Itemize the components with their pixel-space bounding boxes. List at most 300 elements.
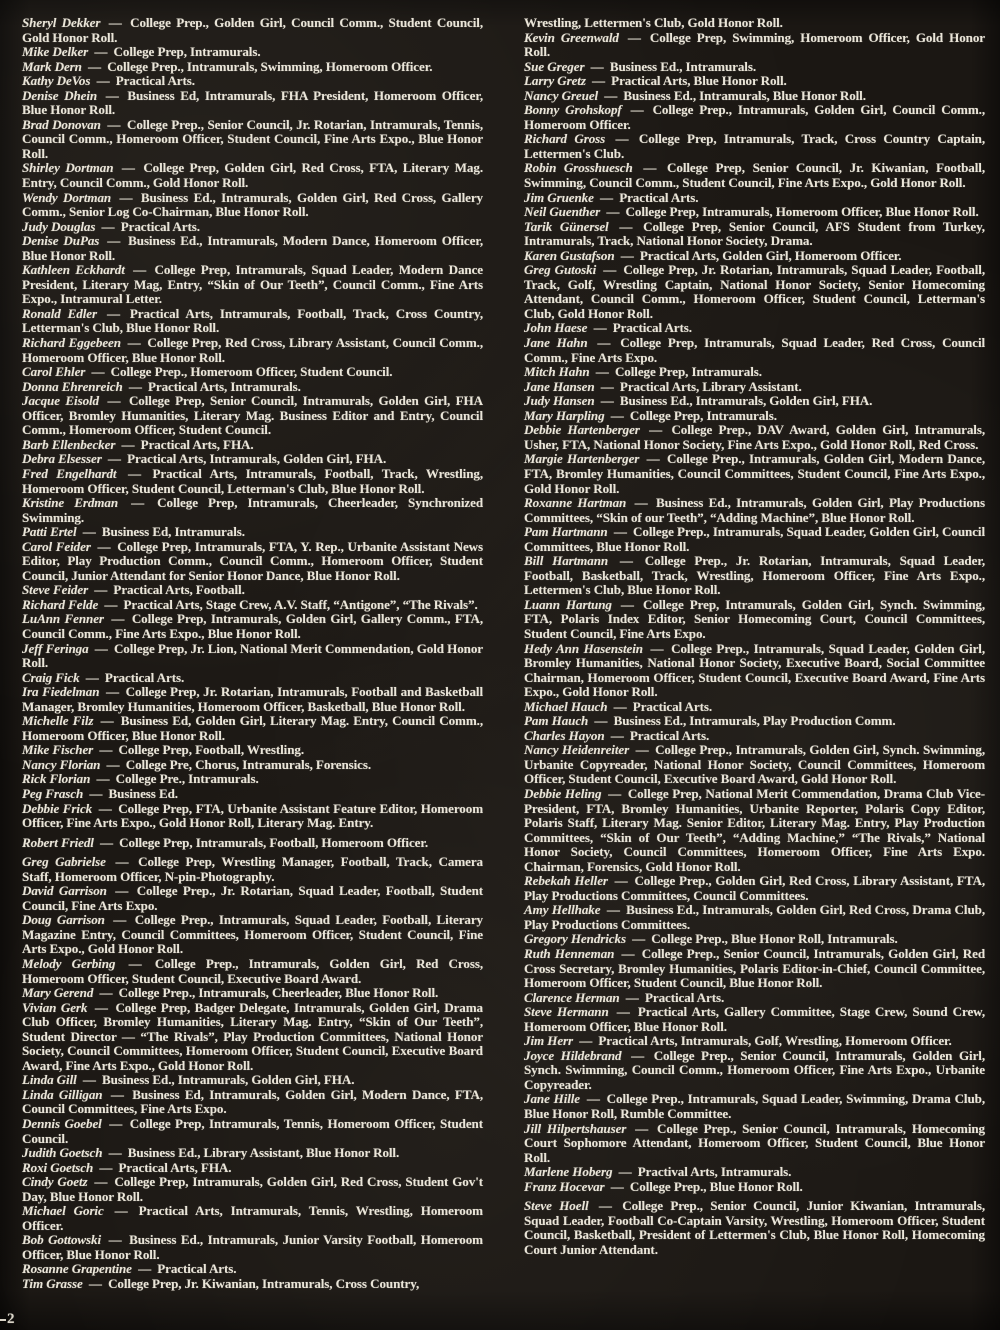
dash-separator: — [599,262,621,278]
roster-entry [524,496,985,525]
dash-separator: — [611,553,642,569]
student-activities: Practical Arts, Gallery Committee, Stage Crew, Sound Crew, Homeroom Officer, Blue Honor Roll. [524,1004,985,1034]
student-name: Greg Gabrielse [22,854,106,870]
student-activities: College Prep., Senior Council, Junior Kiwanian, Intramurals, Squad Leader, Football Co-Captain Varsity, Wrestling, Homeroom Officer, Student Council, Basketball, President of Lettermen's Club, Blue Honor Roll, Homecoming Court Junior Attendant. [524,1198,985,1257]
dash-separator: — [134,1261,155,1277]
dash-separator: — [90,999,113,1015]
dash-separator: — [96,713,118,729]
student-activities: Practival Arts, Intramurals. [637,1164,792,1180]
student-name: Franz Hocevar [524,1178,605,1194]
student-name: Rebekah Heller [524,873,608,889]
student-name: Peg Frasch [22,785,84,801]
student-name: Linda Gill [22,1072,77,1088]
roster-entry [524,874,985,903]
student-name: Kathleen Eckhardt [22,262,125,278]
student-name: Tarik Günersel [524,218,609,234]
roster-entry [22,802,483,831]
student-activities: Practical Arts. [157,1261,237,1277]
student-activities: Business Ed, Intramurals. [101,524,245,540]
page-number: 2 [0,1311,15,1328]
dash-separator: — [621,29,647,45]
roster-entry [22,1001,483,1074]
student-activities: College Prep, Senior Council, Intramurals, Golden Girl, FHA Officer, Bromley Humanities, Literary Mag. Business Editor and Entry, Council Comm., Homeroom Officer, Student Council. [22,393,483,438]
student-name: Barb Ellenbecker [22,436,116,452]
student-activities: Business Ed. [108,785,178,801]
student-name: Steve Feider [22,582,89,598]
student-name: Rick Florian [22,771,91,787]
roster-entry [22,161,483,190]
roster-entry [524,321,985,336]
roster-entry [524,103,985,132]
dash-separator: — [629,495,653,511]
dash-separator: — [632,742,653,758]
student-activities: College Prep, Football, Wrestling. [118,742,305,758]
entry-continuation: Wrestling, Lettermen's Club, Gold Honor Roll. [524,15,783,30]
dash-separator: — [603,204,623,220]
roster-entry [524,365,985,380]
dash-separator: — [610,698,630,714]
student-name: Linda Gilligan [22,1086,103,1102]
student-activities: College Prep, Intramurals, Squad Leader, Modern Dance President, Literary Mag, Entry, “Skin of Our Teeth”, Council Comm., Fine Arts Expo., Intramural Letter. [22,262,483,307]
roster-entry [22,263,483,307]
dash-separator: — [604,785,625,801]
dash-separator: — [610,873,632,889]
roster-entry [524,249,985,264]
dash-separator: — [104,1232,127,1248]
dash-separator: — [607,1178,627,1194]
student-activities: Practical Arts. [619,189,699,205]
student-activities: College Prep., Intramurals, Cheerleader, Blue Honor Roll. [118,985,439,1001]
roster-entry [22,855,483,884]
student-activities: College Prep, Intramurals, Cheerleader, Synchronized Swimming. [22,495,483,525]
student-activities: Practical Arts. [120,218,200,234]
student-name: Jim Gruenke [524,189,594,205]
dash-separator: — [118,436,138,452]
dash-separator: — [123,335,145,351]
roster-entry [524,1165,985,1180]
dash-separator: — [587,58,607,74]
student-name: Jeff Feringa [22,640,89,656]
dash-separator: — [93,73,113,89]
dash-separator: — [106,1203,136,1219]
student-activities: College Prep, Intramurals. [629,407,777,423]
student-name: Karen Gustafson [524,247,615,263]
student-name: Shirley Dortman [22,160,114,176]
student-activities: College Prep, Golden Girl, Red Cross, FTA, Literary Mag. Entry, Council Comm., Gold Honor Roll. [22,160,483,191]
dash-separator: — [105,1086,130,1102]
student-name: John Haese [524,320,588,336]
yearbook-roster-page [22,16,985,1322]
dash-separator: — [118,956,152,971]
roster-column-left [22,16,483,1322]
dash-separator: — [79,1072,99,1088]
dash-separator: — [591,713,611,729]
roster-entry [22,540,483,584]
dash-separator: — [624,1047,651,1063]
student-name: Vivian Gerk [22,999,88,1015]
roster-entry [22,60,483,75]
student-name: Tim Grasse [22,1276,83,1292]
roster-entry [22,89,483,118]
student-activities: Business Ed., Intramurals, Modern Dance, Homeroom Officer, Blue Honor Roll. [22,233,484,263]
roster-entry [524,60,985,75]
roster-entry [22,452,483,467]
dash-separator: — [91,582,111,598]
dash-separator: — [82,669,102,685]
student-name: Debra Elsesser [22,451,102,467]
roster-entry [22,1073,483,1088]
student-activities: Practical Arts. [104,669,185,685]
roster-entry [524,1199,985,1257]
roster-column-right-entries [524,31,985,1258]
student-activities: College Prep., Blue Honor Roll, Intramurals. [651,931,898,947]
student-activities: College Pre, Chorus, Intramurals, Forensics. [125,756,372,772]
roster-entry [524,336,985,365]
student-activities: Business Ed., Intramurals, Golden Girl, Red Cross, Drama Club, Play Productions Committees. [524,902,985,932]
dash-separator: — [592,364,612,380]
student-name: Patti Ertel [22,524,77,540]
student-name: Wendy Dortman [22,189,112,205]
student-name: Margie Hartenberger [524,451,640,467]
dash-separator: — [105,1145,125,1161]
student-name: Denise Dhein [22,87,98,103]
dash-separator: — [91,44,111,60]
dash-separator: — [98,218,118,234]
student-activities: College Prep., Intramurals, Squad Leader, Football, Literary Magazine Entry, Council Committees, Homeroom Officer, Student Council, Fine Arts Expo., Gold Honor Roll. [22,912,484,957]
student-activities: Practical Arts, Intramurals, Football, Track, Wrestling, Homeroom Officer, Student Council, Letterman's Club, Blue Honor Roll. [22,465,484,496]
roster-entry [22,787,483,802]
dash-separator: — [614,596,640,612]
roster-entry [22,191,483,220]
roster-entry [524,743,985,787]
student-activities: College Prep., Intramurals, Squad Leader, Golden Girl, Bromley Humanities, National Honor Society, Executive Board, Social Committee Chairman, Homeroom Officer, Student Council, Executive Board Award, Fine Arts Expo., Gold Honor Roll. [524,640,986,700]
roster-entry [524,394,985,409]
student-name: Carol Feider [22,538,91,554]
roster-entry [22,598,483,613]
dash-separator: — [645,640,669,656]
dash-separator: — [104,451,125,467]
dash-separator: — [622,989,642,1005]
student-activities: College Prep, Intramurals, Golden Girl, Gallery Comm., FTA, Council Comm., Fine Arts Expo., Blue Honor Roll. [22,611,484,641]
roster-entry [22,220,483,235]
dash-separator: — [91,640,111,656]
roster-entry [22,74,483,89]
student-name: Craig Fick [22,669,80,685]
roster-entry [524,525,985,554]
student-name: Joyce Hildebrand [524,1047,622,1063]
roster-entry [524,1005,985,1034]
dash-separator: — [629,1120,655,1136]
student-name: LuAnn Fenner [22,611,104,627]
roster-entry [524,554,985,598]
student-activities: Business Ed., Library Assistant, Blue Honor Roll. [127,1145,400,1161]
student-name: Judith Goetsch [22,1145,103,1161]
roster-entry [22,394,483,438]
student-activities: College Prep, Intramurals, Golden Girl, Red Cross, Student Gov't Day, Blue Honor Roll. [22,1174,484,1204]
student-activities: Practical Arts. [115,73,195,89]
student-activities: Practical Arts, Stage Crew, A.V. Staff, “Antigone”, “The Rivals”. [123,596,478,612]
dash-separator: — [590,320,610,336]
student-name: Michelle Filz [22,713,94,729]
student-activities: College Pre., Intramurals. [115,771,259,787]
dash-separator: — [611,218,641,234]
student-activities: College Prep., Jr. Rotarian, Intramurals, Squad Leader, Football, Basketball, Track, Wrestling, Homeroom Officer, Fine Arts Expo., Lettermen's Club, Blue Honor Roll. [524,553,986,598]
dash-separator: — [125,378,145,394]
dash-separator: — [85,1276,106,1292]
student-name: Debbie Frick [22,800,93,816]
student-activities: College Prep., DAV Award, Golden Girl, Intramurals, Usher, FTA, National Honor Society, Fine Arts Expo., Gold Honor Roll, Red Cross. [524,422,986,452]
roster-entry [22,642,483,671]
student-name: Kevin Greenwald [524,29,619,45]
student-activities: College Prep, Jr. Kiwanian, Intramurals, Cross Country, [108,1276,420,1292]
student-name: Steve Hermann [524,1004,609,1020]
dash-separator: — [607,727,627,743]
student-name: Mary Harpling [524,407,605,423]
roster-entry [524,205,985,220]
student-name: Pam Hartmann [524,524,608,540]
student-activities: Practical Arts, Football. [113,582,245,598]
roster-entry [22,1117,483,1146]
dash-separator: — [102,233,126,249]
roster-entry [524,932,985,947]
dash-separator: — [635,160,665,176]
student-activities: Practical Arts, Intramurals, Tennis, Wrestling, Homeroom Officer. [22,1203,483,1233]
dash-separator: — [86,785,106,801]
dash-separator: — [588,73,609,89]
dash-separator: — [96,742,116,758]
student-activities: College Prep., Senior Council, Jr. Rotarian, Intramurals, Tennis, Council Comm., Homeroom Officer, Student Council, Fine Arts Expo., Blue Honor Roll. [22,116,483,161]
student-activities: College Prep, Intramurals. [113,44,261,60]
dash-separator: — [615,1164,635,1180]
student-activities: College Prep, Badger Delegate, Intramurals, Golden Girl, Drama Club Officer, Bromley Humanities, Literary Mag. Entry, “Skin of Our Teeth”, Student Director — “The Rivals”, Play Production Committees, National Honor Society, Council Committees, Homeroom Officer, Student Council, Executive Board Award, Fine Arts Expo., Gold Honor Roll. [22,999,483,1073]
student-activities: College Prep., Senior Council, Intramurals, Golden Girl, Synch. Swimming, Council Comm., Homeroom Officer, Fine Arts Expo., Urbanite Copyreader. [524,1047,986,1092]
student-name: Jane Hahn [524,335,588,351]
roster-entry [22,1175,483,1204]
student-name: Pam Hauch [524,713,589,729]
roster-entry [22,1233,483,1262]
dash-separator: — [114,189,138,205]
dash-separator: — [102,393,126,409]
roster-column-right [524,16,985,1322]
student-name: Nancy Heidenreiter [524,742,630,758]
student-name: Debbie Heling [524,785,602,801]
student-activities: Practical Arts. [629,727,710,743]
roster-entry [22,884,483,913]
student-name: Neil Guenther [524,204,601,220]
roster-entry [22,1277,483,1292]
dash-separator: — [628,931,649,947]
dash-separator: — [576,1033,596,1049]
roster-entry [22,913,483,957]
dash-separator: — [84,58,105,74]
roster-entry [524,700,985,715]
dash-separator: — [90,1174,112,1190]
roster-entry [524,89,985,104]
roster-entry [524,132,985,161]
roster-entry [524,31,985,60]
student-name: Mitch Hahn [524,364,590,380]
student-activities: College Prep, FTA, Urbanite Assistant Feature Editor, Homeroom Officer, Fine Arts Expo., Gold Honor Roll, Literary Mag. Entry. [22,800,484,831]
dash-separator: — [642,422,669,438]
student-name: Roxi Goetsch [22,1159,94,1175]
student-name: Sue Greger [524,58,585,74]
dash-separator: — [79,524,99,540]
dash-separator: — [96,834,117,850]
student-activities: Business Ed., Intramurals. [609,58,757,74]
student-name: Melody Gerbing [22,956,116,971]
roster-entry [524,947,985,991]
roster-entry [22,438,483,453]
student-activities: College Prep, National Merit Commendation, Drama Club Vice-President, FTA, Bromley Humanities, Urbanite Reporter, Polaris Copy Editor, Polaris Staff, Literary Mag. Senior Editor, Literary Mag. Entry, Play Production Committees, “Skin of Our Teeth”, “Adding Machine,” “The Rivals,” National Honor Society, Council Committees, Homeroom Officer, Fine Arts Expo. Chairman, Forensics, Gold Honor Roll. [524,785,985,874]
roster-entry [524,1092,985,1121]
dash-separator: — [93,771,113,787]
student-name: Debbie Hartenberger [524,422,640,438]
student-activities: Business Ed., Intramurals, Junior Varsity Football, Homeroom Officer, Blue Honor Roll. [22,1232,483,1262]
dash-separator: — [121,495,155,511]
roster-entry [524,409,985,424]
student-activities: College Prep., Homeroom Officer, Student Council. [110,364,393,380]
student-name: Ira Fiedelman [22,684,100,700]
dash-separator: — [103,756,123,772]
student-activities: Business Ed, Golden Girl, Literary Mag. Entry, Council Comm., Homeroom Officer, Blue Honor Roll. [22,713,484,743]
roster-entry [524,1122,985,1166]
dash-separator: — [108,854,136,870]
dash-separator: — [119,465,150,481]
dash-separator: — [95,800,116,816]
dash-separator: — [608,131,636,147]
roster-entry [22,118,483,162]
roster-entry [22,1088,483,1117]
student-activities: College Prep, Intramurals, Tennis, Homeroom Officer, Student Council. [22,1116,484,1146]
dash-separator: — [597,393,617,409]
student-name: Jane Hansen [524,378,595,394]
dash-separator: — [96,1159,116,1175]
student-activities: Business Ed, Intramurals, FHA President, Homeroom Officer, Blue Honor Roll. [22,87,483,118]
student-name: Sheryl Dekker [22,15,101,30]
student-name: Jim Herr [524,1033,574,1049]
student-name: Mark Dern [22,58,82,74]
roster-entry [22,336,483,365]
student-activities: Practical Arts, Intramurals. [147,378,301,394]
student-name: Cindy Goetz [22,1174,88,1190]
roster-entry [524,1180,985,1195]
roster-entry [524,452,985,496]
dash-separator: — [103,116,124,132]
student-name: Gregory Hendricks [524,931,626,947]
student-activities: College Prep, Jr. Rotarian, Intramurals, Squad Leader, Football, Track, Golf, Wrestling Captain, National Honor Society, Senior Homecoming Attendant, Council Comm., Homeroom Officer, Student Council, Letterman's Club, Gold Honor Roll. [524,262,986,321]
dash-separator: — [96,985,116,1001]
student-activities: College Prep, Intramurals, Homeroom Officer, Blue Honor Roll. [625,204,979,220]
roster-entry [524,423,985,452]
student-name: Doug Garrison [22,912,105,928]
dash-separator: — [99,305,127,321]
student-activities: College Prep, Intramurals, Football, Homeroom Officer. [119,834,429,850]
student-name: Kristine Erdman [22,495,118,511]
roster-entry [22,836,483,851]
roster-entry [22,1262,483,1277]
roster-entry [524,787,985,874]
dash-separator: — [583,1091,604,1107]
student-activities: College Prep, Wrestling Manager, Football, Track, Camera Staff, Homeroom Officer, N-pin-Photography. [22,854,483,884]
student-name: Denise DuPas [22,233,100,249]
roster-entry [524,161,985,190]
dash-separator: — [591,1198,620,1214]
student-activities: College Prep, Senior Council, Jr. Kiwanian, Football, Swimming, Council Comm., Student Council, Fine Arts Expo., Gold Honor Roll. [524,160,985,191]
student-activities: Business Ed., Intramurals, Golden Girl, FHA. [102,1072,355,1088]
student-name: Jane Hille [524,1091,581,1107]
student-name: Richard Eggebeen [22,335,121,351]
dash-separator: — [88,364,108,380]
dash-separator: — [100,87,125,103]
roster-entry [22,758,483,773]
roster-entry [524,903,985,932]
student-activities: Practical Arts, FHA. [140,436,254,452]
student-name: Richard Gross [524,131,606,147]
roster-entry [22,467,483,496]
roster-entry [524,642,985,700]
roster-entry [524,1034,985,1049]
roster-entry [524,263,985,321]
student-name: Larry Gretz [524,73,586,89]
student-name: Donna Ehrenreich [22,378,123,394]
student-activities: College Prep, Intramurals, Squad Leader, Red Cross, Council Comm., Fine Arts Expo. [524,335,986,365]
dash-separator: — [93,538,115,554]
student-activities: Practical Arts. [644,989,725,1005]
roster-entry [22,612,483,641]
roster-entry [524,729,985,744]
student-activities: College Prep., Intramurals, Golden Girl, Council Comm., Homeroom Officer. [524,102,985,132]
dash-separator: — [106,611,129,627]
roster-entry [22,685,483,714]
student-name: Steve Hoell [524,1198,589,1214]
roster-entry [22,1161,483,1176]
roster-entry [22,957,483,986]
student-name: Charles Hayon [524,727,605,743]
student-activities: Practical Arts, Intramurals, Football, Track, Cross Country, Letterman's Club, Blue Honor Roll. [22,305,483,336]
dash-separator: — [610,524,631,540]
student-name: Michael Goric [22,1203,104,1219]
student-name: Roxanne Hartman [524,495,627,511]
student-activities: College Prep., Intramurals, Swimming, Homeroom Officer. [107,58,433,74]
dash-separator: — [617,946,639,961]
student-activities: College Prep., Golden Girl, Red Cross, Library Assistant, FTA, Play Productions Committees, Council Committees. [524,873,985,903]
roster-entry [22,45,483,60]
student-name: Ruth Henneman [524,946,615,961]
roster-entry [22,234,483,263]
student-name: Carol Ehler [22,364,86,380]
student-activities: College Prep, Intramurals. [614,364,762,380]
student-name: Clarence Herman [524,989,620,1005]
student-activities: Business Ed., Intramurals, Blue Honor Roll. [623,87,866,103]
student-activities: Practical Arts, Intramurals, Golf, Wrestling, Homeroom Officer. [598,1033,952,1049]
student-name: Luann Hartung [524,596,612,612]
student-activities: College Prep, Intramurals, Golden Girl, Synch. Swimming, FTA, Polaris Index Editor, Senior Homecoming Court, Council Committees, Student Council, Fine Arts Expo. [524,596,985,641]
student-activities: Business Ed., Intramurals, Play Production Comm. [613,713,896,729]
student-activities: College Prep., Senior Council, Intramurals, Homecoming Court Sophomore Attendant, Homeroom Officer, Student Council, Blue Honor Roll. [524,1120,986,1165]
student-name: Bill Hartmann [524,553,609,569]
dash-separator: — [127,262,152,278]
student-activities: College Prep, Senior Council, AFS Student from Turkey, Intramurals, Track, National Honor Society, Drama. [524,218,985,249]
roster-entry [22,671,483,686]
dash-separator: — [109,883,134,899]
student-name: Nancy Greuel [524,87,599,103]
student-name: Kathy DeVos [22,73,91,89]
roster-entry [22,1146,483,1161]
roster-entry [22,365,483,380]
student-activities: Practical Arts, Library Assistant. [619,378,802,394]
student-activities: College Prep, Intramurals, FTA, Y. Rep., Urbanite Assistant News Editor, Play Production Comm., Council Comm., Homeroom Officer, Student Council, Junior Attendant for Senior Honor Dance, Blue Honor Roll. [22,538,484,583]
student-activities: Business Ed., Intramurals, Golden Girl, Red Cross, Gallery Comm., Senior Log Co-Chairman, Blue Honor Roll. [22,189,483,220]
